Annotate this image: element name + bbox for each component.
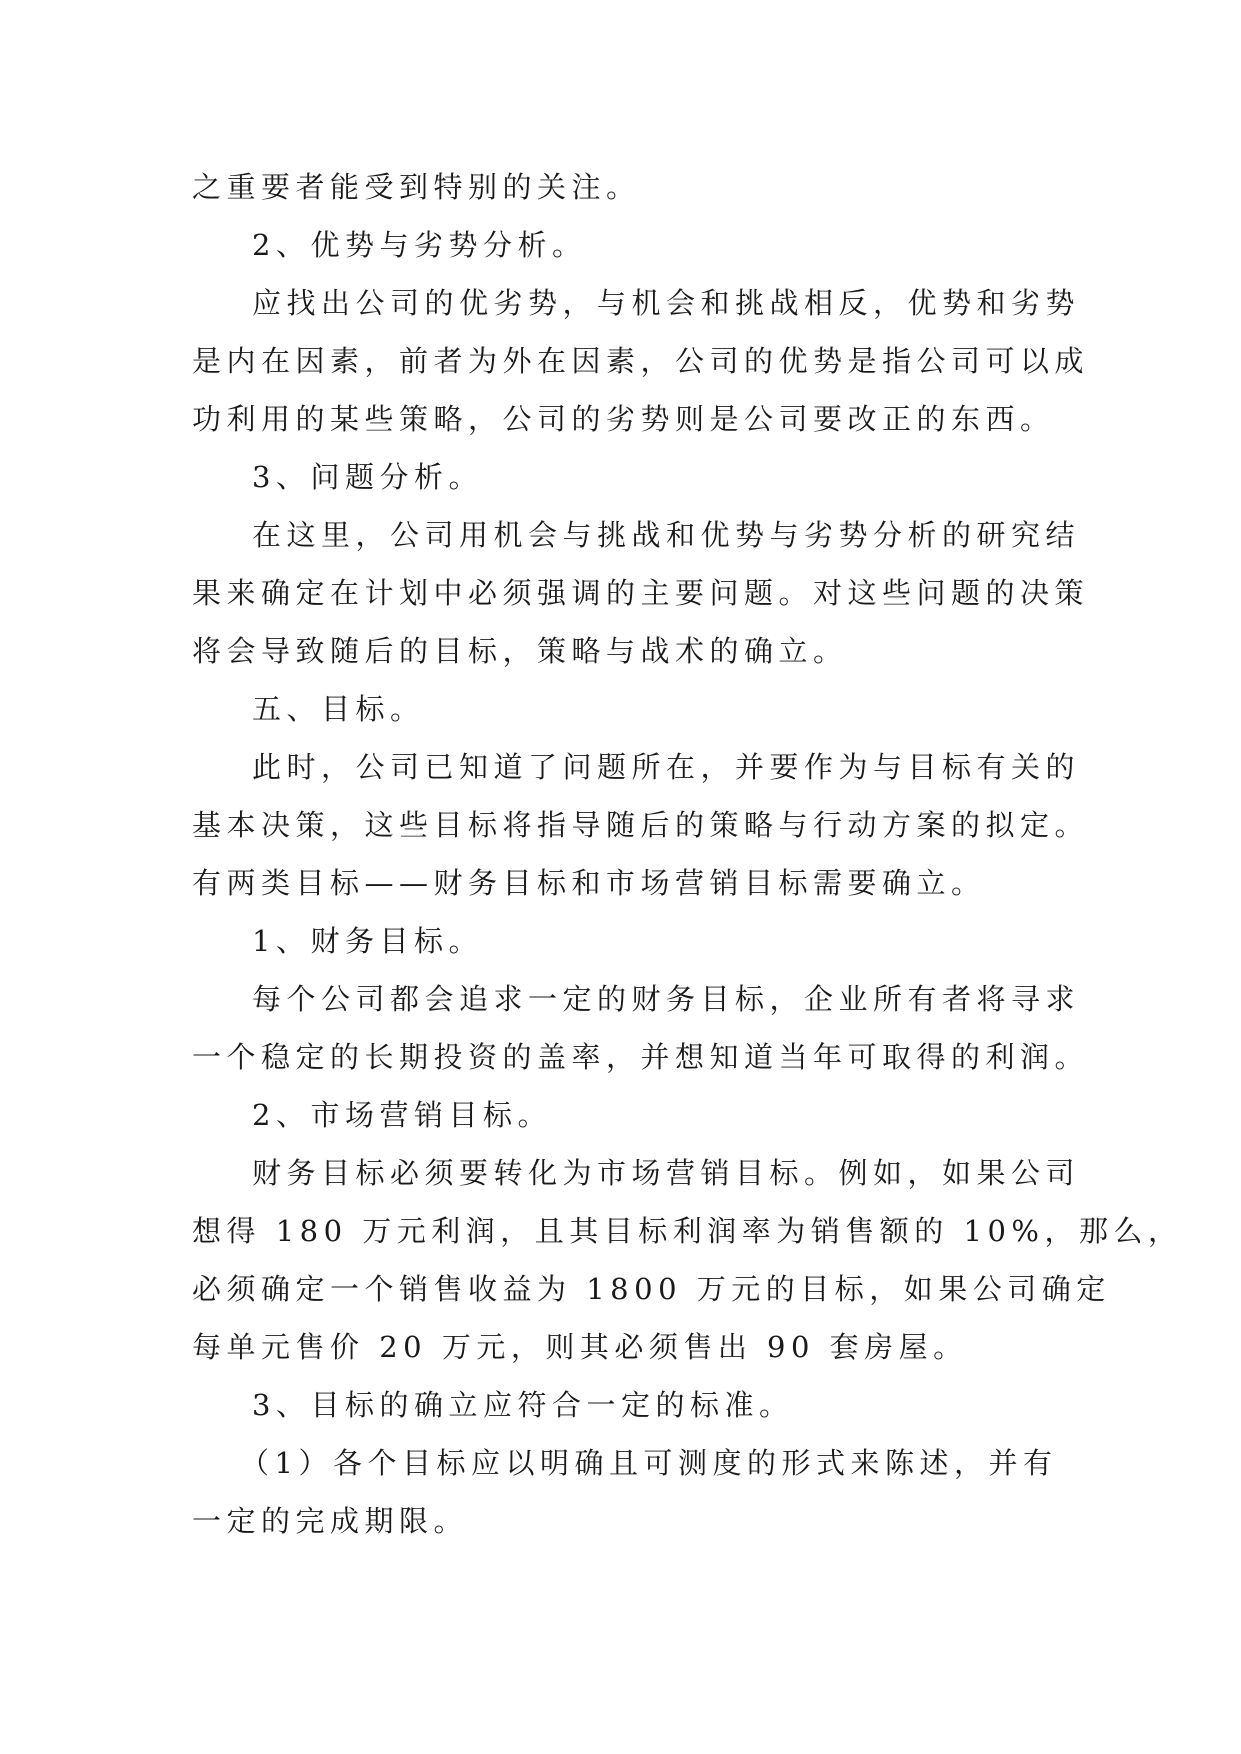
text-line: 每单元售价 20 万元，则其必须售出 90 套房屋。	[192, 1330, 968, 1364]
section-heading: 3、问题分析。	[252, 460, 483, 494]
text-line: 一个稳定的长期投资的盖率，并想知道当年可取得的利润。	[192, 1040, 1090, 1074]
text-line: 之重要者能受到特别的关注。	[192, 170, 641, 204]
text-line: 基本决策，这些目标将指导随后的策略与行动方案的拟定。	[192, 808, 1090, 842]
text-line: 在这里，公司用机会与挑战和优势与劣势分析的研究结	[252, 518, 1081, 552]
text-line: 是内在因素，前者为外在因素，公司的优势是指公司可以成	[192, 344, 1090, 378]
section-heading: 2、市场营销目标。	[252, 1098, 552, 1132]
text-line: 果来确定在计划中必须强调的主要问题。对这些问题的决策	[192, 576, 1090, 610]
section-heading: 1、财务目标。	[252, 924, 483, 958]
text-line: 每个公司都会追求一定的财务目标，企业所有者将寻求	[252, 982, 1081, 1016]
text-line: 将会导致随后的目标，策略与战术的确立。	[192, 634, 848, 668]
text-line: 应找出公司的优劣势，与机会和挑战相反，优势和劣势	[252, 286, 1081, 320]
text-line: 财务目标必须要转化为市场营销目标。例如，如果公司	[252, 1156, 1081, 1190]
text-line: 一定的完成期限。	[192, 1504, 469, 1538]
section-heading: 3、目标的确立应符合一定的标准。	[252, 1388, 794, 1422]
text-line: 有两类目标——财务目标和市场营销目标需要确立。	[192, 866, 986, 900]
section-heading: 2、优势与劣势分析。	[252, 228, 587, 262]
text-line: 想得 180 万元利润，且其目标利润率为销售额的 10%，那么，	[192, 1214, 1183, 1248]
text-line: 此时，公司已知道了问题所在，并要作为与目标有关的	[252, 750, 1081, 784]
text-line: 必须确定一个销售收益为 1800 万元的目标，如果公司确定	[192, 1272, 1111, 1306]
section-heading: 五、目标。	[252, 692, 425, 726]
text-line: 功利用的某些策略，公司的劣势则是公司要改正的东西。	[192, 402, 1055, 436]
body-text	[192, 158, 1183, 1550]
list-item: （1）各个目标应以明确且可测度的形式来陈述，并有	[240, 1446, 1058, 1480]
